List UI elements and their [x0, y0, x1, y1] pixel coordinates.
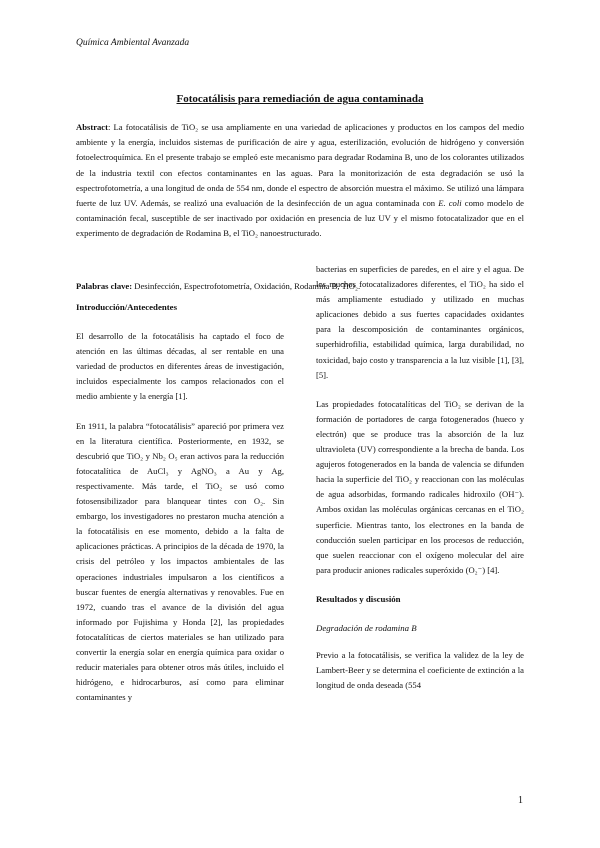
abstract-label: Abstract: [76, 122, 108, 132]
intro-paragraph-2: En 1911, la palabra “fotocatálisis” apareció por primera vez en la literatura científica. Posteriormente, en 1932, se descubrió que TiO₂ y Nb₂ O₅ eran activos para la reducción fotocatalítica de AuCl₃ y AgNO₃ a Au y Ag, respectivamente. Más tarde, el TiO₂ se usó como fotosensibilizador para blanquear tintes con O₂. Sin embargo, los investigadores no prestaron mucha atención a la fotocatálisis en ese momento, debido a la falta de aplicaciones prácticas. A principios de la década de 1970, la crisis del petróleo y los impactos ambientales de las operaciones industriales impulsaron a los científicos a buscar fuentes de energía alternativas y renovables. Fue en 1972, cuando tras el avance de la división del agua informado por Fujishima y Honda [2], las propiedades fotocatalíticas de ciertos materiales se han utilizado para convertir la energía solar en energía química para oxidar o reducir materiales para obtener otros más útiles, incluido el hidrógeno, e hidrocarburos, así como para eliminar contaminantes y: [76, 420, 284, 703]
intro-paragraph-4: Las propiedades fotocatalíticas del TiO₂ se derivan de la formación de portadores de carga fotogenerados (hueco y electrón) que se produce tras la absorción de la luz ultravioleta (UV) correspondiente a la brecha de banda. Los agujeros fotogenerados en la banda de valencia se difunden hacia la superficie del TiO₂ y reaccionan con las moléculas de agua adsorbidas, formando radicales hidroxilo (OH⁻). Ambos oxidan las moléculas orgánicas cercanas en el TiO₂ superficie. Mientras tanto, los electrones en la banda de conducción suelen participar en los procesos de reducción, que suelen reaccionar con el oxígeno molecular del aire para producir aniones radicales superóxido (O₂⁻) [4].: [316, 398, 524, 575]
abstract-italic: E. coli: [438, 198, 462, 209]
page-number: 1: [518, 795, 523, 806]
keywords-label: Palabras clave:: [76, 281, 133, 291]
abstract-text: : La fotocatálisis de TiO₂ se usa ampliamente en una variedad de aplicaciones y productos en los campos del medio ambiente y la energía, incluidos sistemas de purificación de aire y agua, esterilización, evolución de hidrógeno y conversión fotoelectroquímica. En el presente trabajo se empleó este mecanismo para degradar Rodamina B, uno de los colorantes utilizados de la industria textil con efectos contaminantes en las aguas. Para la monitorización de esta degradación se usó la espectrofotometría, a una longitud de onda de 554 nm, donde el espectro de absorción muestra el máximo. Se utilizó una lámpara fuerte de luz UV. Además, se realizó una evaluación de la desinfección de un agua contaminada con: [76, 122, 524, 209]
abstract: [76, 120, 524, 242]
results-paragraph-1: Previo a la fotocatálisis, se verifica la validez de la ley de Lambert-Beer y se determina el coeficiente de extinción a la longitud de onda deseada (554: [316, 650, 524, 691]
keywords-text: Desinfección, Espectrofotometría, Oxidación, Rodamina B, TiO₂.: [132, 281, 361, 291]
results-subheading: Degradación de rodamina B: [316, 622, 417, 633]
results-heading: Resultados y discusión: [316, 593, 401, 604]
intro-paragraph-3: bacterias en superficies de paredes, en el aire y el agua. De los muchos fotocatalizadores diferentes, el TiO₂ ha sido el más ampliamente estudiado y utilizado en muchas aplicaciones debido a sus fuertes capacidades oxidantes para la descomposición de contaminantes orgánicos, superhidrofilia, estabilidad química, larga durabilidad, no toxicidad, bajo costo y transparencia a la luz visible [1], [3], [5].: [316, 264, 524, 380]
right-column: [316, 262, 524, 707]
intro-heading: Introducción/Antecedentes: [76, 302, 177, 312]
running-header: Química Ambiental Avanzada: [76, 38, 190, 48]
abstract-text-end: como modelo de contaminación fecal, susceptible de ser inactivado por oxidación en presencia de luz UV y el mismo fotocatalizador que en el experimento de degradación de Rodamina B, el TiO₂ nanoestructurado.: [76, 198, 524, 239]
intro-paragraph-1: El desarrollo de la fotocatálisis ha captado el foco de atención en las últimas décadas, al ser rentable en una variedad de productos en diferentes áreas de investigación, incluidos especialmente los campos relacionados con el medio ambiente y la energía [1].: [76, 331, 284, 402]
left-column: [76, 300, 284, 719]
paper-title: Fotocatálisis para remediación de agua contaminada: [176, 93, 424, 105]
